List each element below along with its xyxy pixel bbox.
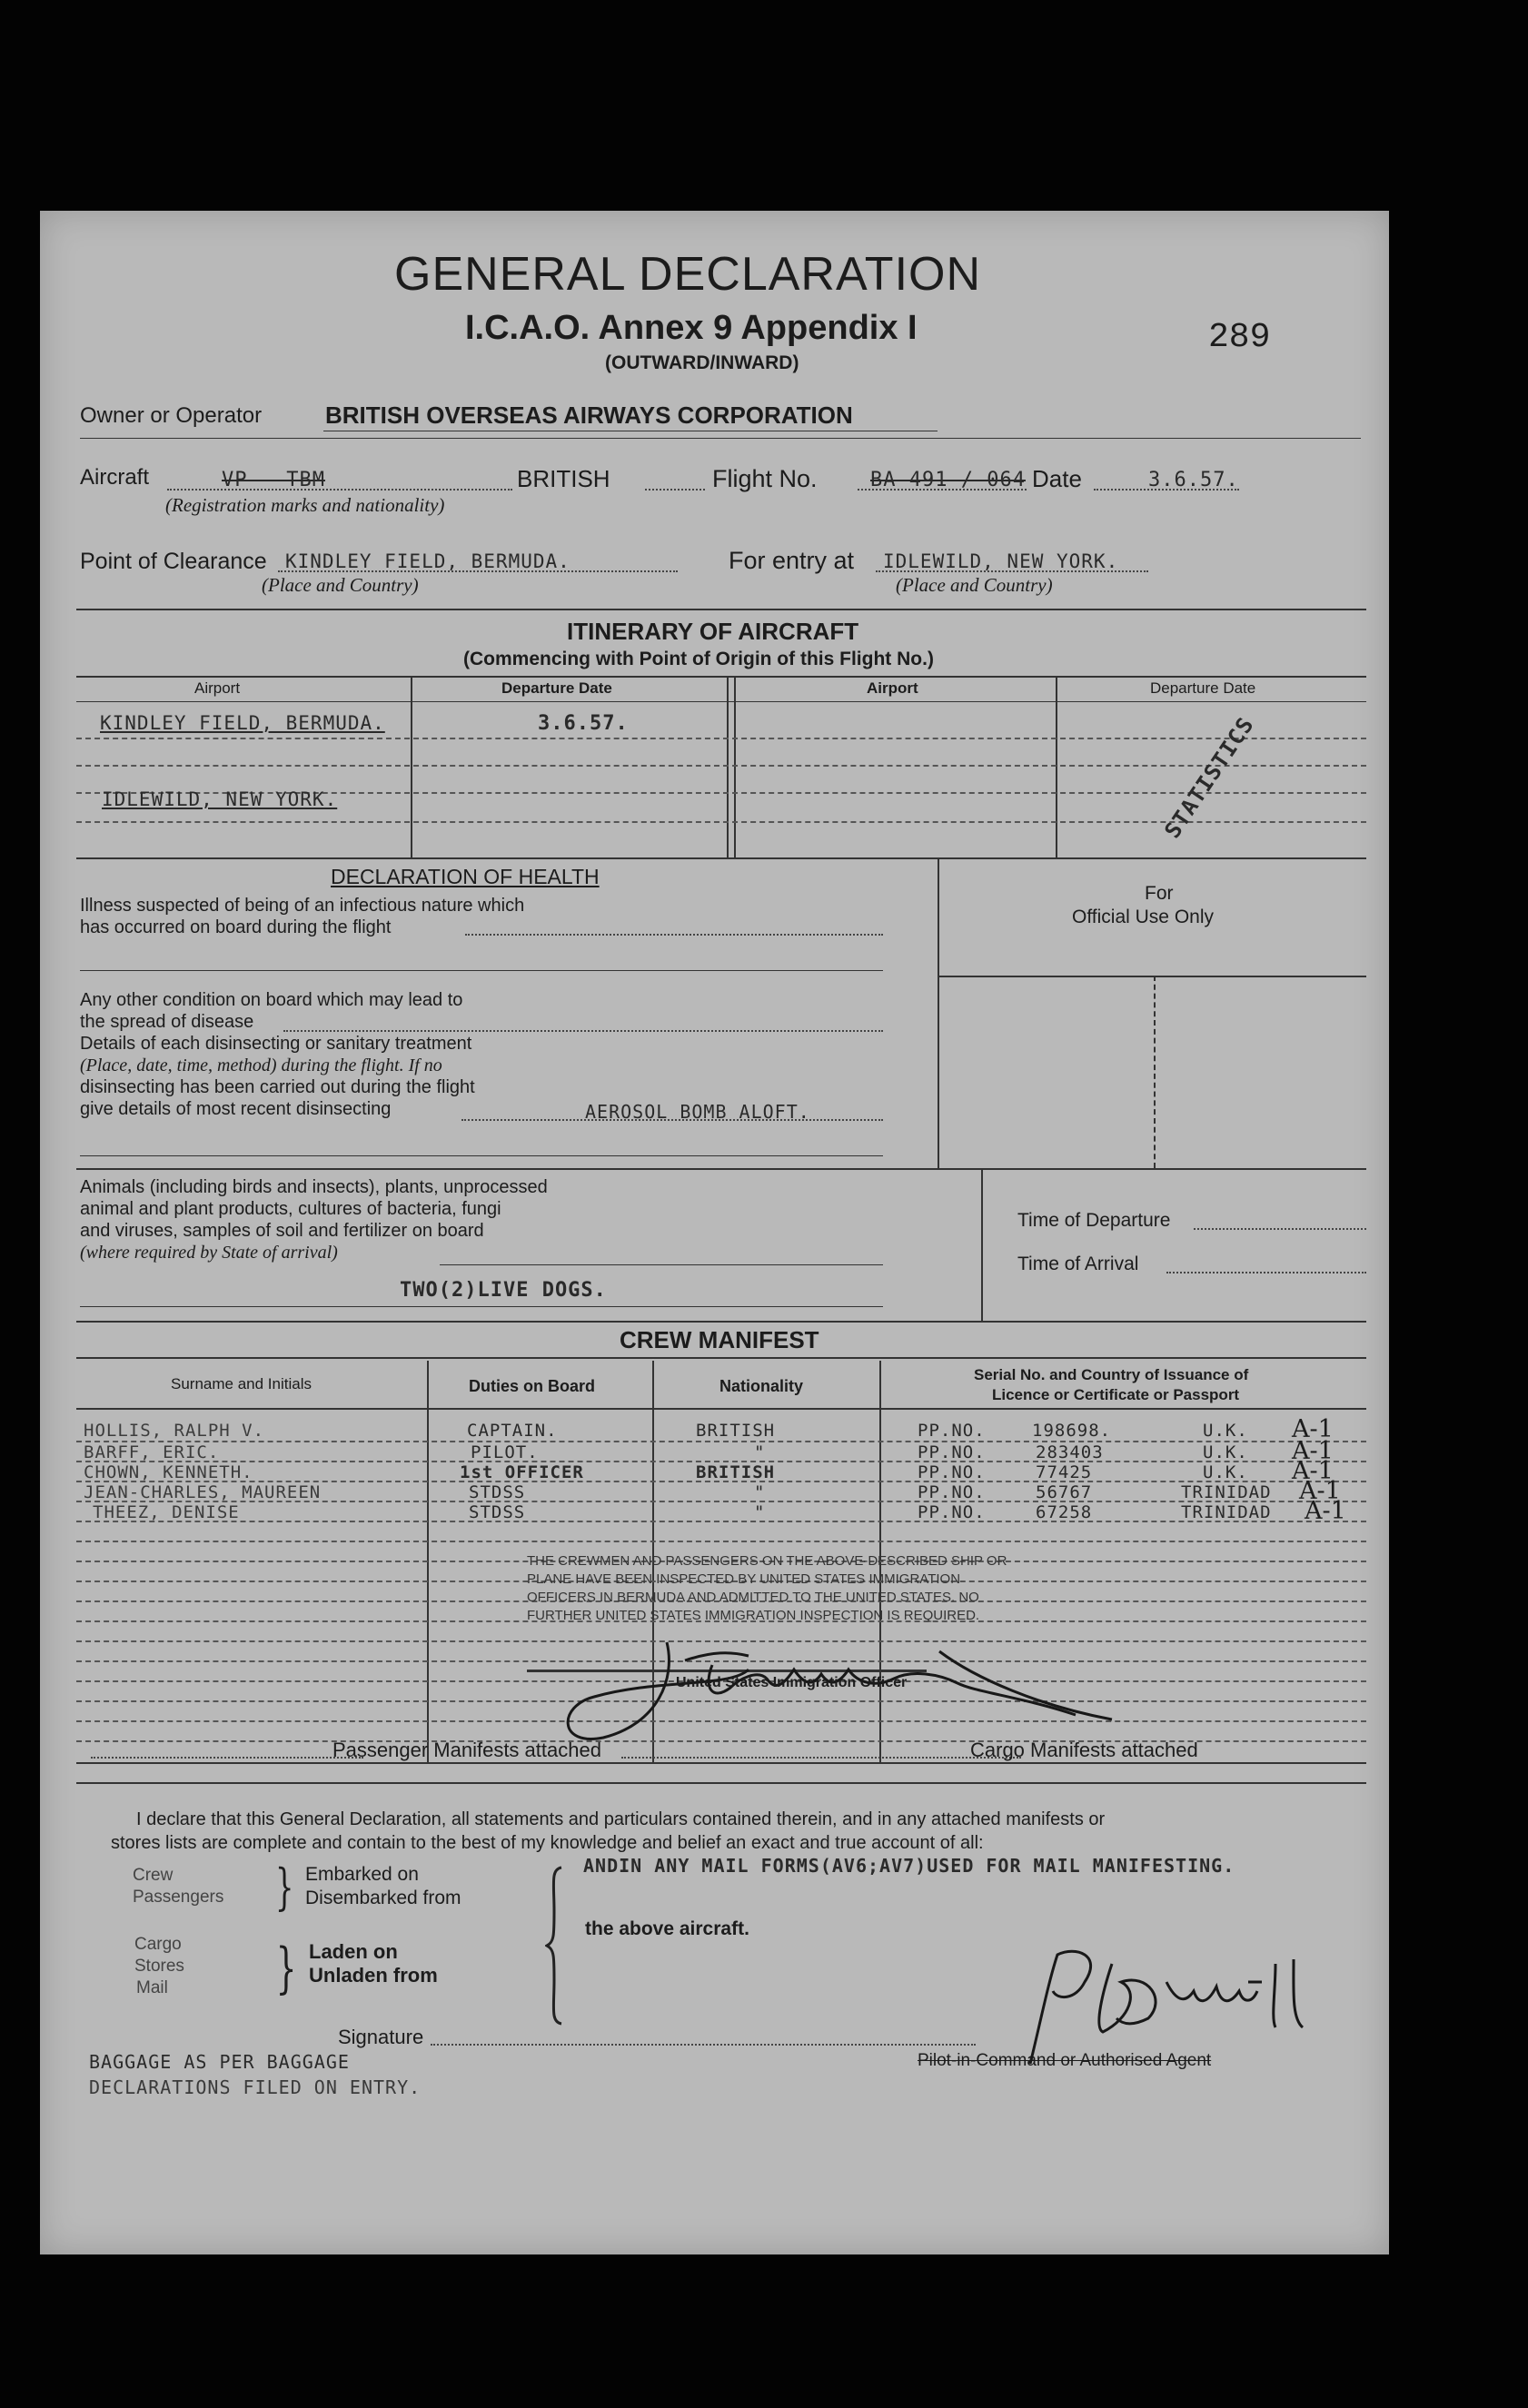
unladen-label: Unladen from bbox=[309, 1964, 438, 1987]
animals-field-2 bbox=[80, 1306, 883, 1307]
crew-serial: 77425 bbox=[1036, 1462, 1093, 1482]
crew-rule-1 bbox=[76, 1441, 1366, 1442]
immigration-stamp-3: OFFICERS IN BERMUDA AND ADMITTED TO THE UNITED STATES. NO bbox=[527, 1590, 979, 1605]
itinerary-col-2b bbox=[734, 676, 736, 857]
crew-country: U.K. bbox=[1203, 1442, 1248, 1462]
laden-label: Laden on bbox=[309, 1940, 398, 1963]
itinerary-col-1 bbox=[411, 676, 412, 857]
itinerary-header-date: Departure Date bbox=[501, 679, 612, 697]
flight-label: Flight No. bbox=[712, 465, 818, 492]
pilot-signature bbox=[1003, 1937, 1384, 2073]
itinerary-title: ITINERARY OF AIRCRAFT bbox=[567, 618, 859, 645]
declaration-form bbox=[40, 211, 1389, 2254]
disinsect-value: AEROSOL BOMB ALOFT. bbox=[585, 1101, 810, 1123]
official-col bbox=[1154, 976, 1156, 1168]
animals-field-1 bbox=[440, 1264, 883, 1265]
departure-field bbox=[1194, 1228, 1366, 1230]
embarked-label: Embarked on bbox=[305, 1864, 419, 1885]
health-divider bbox=[938, 857, 939, 1168]
itinerary-airport-2: IDLEWILD, NEW YORK. bbox=[102, 788, 338, 810]
statistics-stamp: STATISTICS bbox=[1159, 712, 1260, 843]
illness-field-2 bbox=[80, 970, 883, 971]
crew-country: TRINIDAD bbox=[1181, 1482, 1272, 1502]
crew-mark: A-1 bbox=[1292, 1437, 1334, 1465]
date-label: Date bbox=[1032, 465, 1082, 492]
itinerary-date-1: 3.6.57. bbox=[538, 712, 629, 735]
crew-duty: 1st OFFICER bbox=[460, 1462, 584, 1482]
above-aircraft: the above aircraft. bbox=[585, 1918, 749, 1939]
itinerary-row-2 bbox=[76, 765, 1366, 767]
illness-line-1: Illness suspected of being of an infectious nature which bbox=[80, 896, 525, 916]
health-title: DECLARATION OF HEALTH bbox=[331, 865, 600, 888]
crew-pp: PP.NO. bbox=[918, 1442, 986, 1462]
departure-label: Time of Departure bbox=[1017, 1210, 1171, 1231]
crew-country: U.K. bbox=[1203, 1462, 1248, 1482]
form-subtitle: I.C.A.O. Annex 9 Appendix I bbox=[465, 309, 918, 347]
official-line-2: Official Use Only bbox=[1072, 907, 1214, 927]
crew-name: THEEZ, DENISE bbox=[93, 1502, 240, 1522]
flight-line bbox=[858, 489, 1027, 491]
crew-serial: 198698. bbox=[1032, 1421, 1112, 1441]
crew-nat: BRITISH bbox=[696, 1462, 776, 1482]
crew-name: BARFF, ERIC. bbox=[84, 1442, 220, 1462]
aircraft-caption: (Registration marks and nationality) bbox=[165, 494, 445, 516]
crew-mark: A-1 bbox=[1292, 1415, 1334, 1443]
crew-serial: 283403 bbox=[1036, 1442, 1104, 1462]
other-field bbox=[283, 1030, 883, 1032]
mail-word: Mail bbox=[136, 1978, 168, 1997]
baggage-note-1: BAGGAGE AS PER BAGGAGE bbox=[89, 2051, 350, 2073]
health-bottom-rule bbox=[76, 1168, 1366, 1170]
mail-note: ANDIN ANY MAIL FORMS(AV6;AV7)USED FOR MAIL MANIFESTING. bbox=[583, 1855, 1235, 1877]
crew-rule-5 bbox=[76, 1521, 1366, 1522]
arrival-field bbox=[1166, 1272, 1366, 1273]
illness-line-2: has occurred on board during the flight bbox=[80, 917, 392, 937]
stores-word: Stores bbox=[134, 1957, 184, 1976]
illness-field bbox=[465, 934, 883, 936]
immigration-stamp-1: THE CREWMEN AND PASSENGERS ON THE ABOVE-DESCRIBED SHIP OR bbox=[527, 1553, 1007, 1569]
crew-header-name: Surname and Initials bbox=[171, 1375, 312, 1392]
signature-label: Signature bbox=[338, 2026, 424, 2048]
itinerary-col-3 bbox=[1056, 676, 1057, 857]
date-line bbox=[1094, 489, 1239, 491]
form-title: GENERAL DECLARATION bbox=[394, 248, 982, 301]
itinerary-airport-1: KINDLEY FIELD, BERMUDA. bbox=[100, 712, 385, 734]
disinsect-field bbox=[461, 1119, 883, 1121]
entry-label: For entry at bbox=[729, 547, 855, 574]
crew-nat: " bbox=[754, 1482, 766, 1502]
immigration-stamp-4: FURTHER UNITED STATES IMMIGRATION INSPECTION IS REQUIRED. bbox=[527, 1608, 980, 1623]
entry-line bbox=[876, 570, 1148, 572]
pilot-label: Pilot-in-Command or Authorised Agent bbox=[918, 2051, 1212, 2070]
health-field-final bbox=[80, 1155, 883, 1156]
declaration-text-1: I declare that this General Declaration, all statements and particulars contained therein, and in any attached manifests or bbox=[136, 1809, 1106, 1829]
crew-duty: STDSS bbox=[469, 1502, 526, 1522]
disembarked-label: Disembarked from bbox=[305, 1888, 461, 1908]
manifest-rule bbox=[76, 1782, 1366, 1784]
crew-pp: PP.NO. bbox=[918, 1421, 986, 1441]
immigration-stamp-2: PLANE HAVE BEEN INSPECTED BY UNITED STATES IMMIGRATION bbox=[527, 1571, 961, 1587]
crew-pp: PP.NO. bbox=[918, 1482, 986, 1502]
disinsect-line-4: give details of most recent disinsecting bbox=[80, 1099, 392, 1119]
animals-divider bbox=[981, 1168, 983, 1321]
animals-line-3: and viruses, samples of soil and fertilizer on board bbox=[80, 1221, 484, 1241]
owner-label: Owner or Operator bbox=[80, 403, 263, 428]
nationality-value: BRITISH bbox=[517, 465, 610, 492]
direction-label: (OUTWARD/INWARD) bbox=[605, 352, 799, 373]
itinerary-col-2 bbox=[727, 676, 729, 857]
crew-rule-6 bbox=[76, 1541, 1366, 1542]
baggage-note-2: DECLARATIONS FILED ON ENTRY. bbox=[89, 2076, 422, 2098]
official-rule bbox=[938, 976, 1366, 977]
crew-nat: BRITISH bbox=[696, 1421, 776, 1441]
crew-bottom-rule bbox=[76, 1762, 1366, 1764]
big-brace bbox=[545, 1866, 572, 2026]
clearance-line bbox=[278, 570, 678, 572]
crew-mark: A-1 bbox=[1299, 1477, 1341, 1505]
crew-pp: PP.NO. bbox=[918, 1502, 986, 1522]
official-line-1: For bbox=[1145, 883, 1174, 904]
itinerary-header-date-2: Departure Date bbox=[1150, 679, 1256, 697]
itinerary-subtitle: (Commencing with Point of Origin of this Flight No.) bbox=[463, 649, 934, 669]
crew-country: TRINIDAD bbox=[1181, 1502, 1272, 1522]
crew-country: U.K. bbox=[1203, 1421, 1248, 1441]
signature-field bbox=[431, 2044, 976, 2046]
declaration-text-2: stores lists are complete and contain to the best of my knowledge and belief an exact and true account of all: bbox=[111, 1833, 984, 1853]
owner-value: BRITISH OVERSEAS AIRWAYS CORPORATION bbox=[325, 401, 853, 429]
crew-header-serial-1: Serial No. and Country of Issuance of bbox=[974, 1366, 1249, 1383]
divider bbox=[80, 438, 1361, 439]
clearance-value: KINDLEY FIELD, BERMUDA. bbox=[285, 550, 571, 572]
crew-mark: A-1 bbox=[1292, 1457, 1334, 1485]
arrival-label: Time of Arrival bbox=[1017, 1254, 1139, 1274]
itinerary-header-airport: Airport bbox=[194, 679, 241, 697]
itinerary-header-airport-2: Airport bbox=[867, 679, 918, 697]
crew-pp: PP.NO. bbox=[918, 1462, 986, 1482]
crew-header-duty: Duties on Board bbox=[469, 1377, 596, 1395]
crew-name: CHOWN, KENNETH. bbox=[84, 1462, 253, 1482]
animals-line-2: animal and plant products, cultures of bacteria, fungi bbox=[80, 1199, 501, 1219]
crew-nat: " bbox=[754, 1502, 766, 1522]
aircraft-label: Aircraft bbox=[80, 465, 150, 490]
date-value: 3.6.57. bbox=[1148, 469, 1239, 491]
cargo-manifest-label: Cargo Manifests attached bbox=[970, 1739, 1198, 1761]
crew-header-serial-2: Licence or Certificate or Passport bbox=[992, 1386, 1240, 1403]
crew-header-nat: Nationality bbox=[719, 1377, 804, 1395]
animals-line-4: (where required by State of arrival) bbox=[80, 1243, 338, 1263]
disinsect-line-2: (Place, date, time, method) during the flight. If no bbox=[80, 1055, 442, 1075]
brace-2: } bbox=[275, 1937, 297, 2000]
cargo-manifest-field bbox=[621, 1757, 1021, 1759]
animals-bottom-rule bbox=[76, 1321, 1366, 1323]
entry-value: IDLEWILD, NEW YORK. bbox=[883, 550, 1119, 572]
flight-value: BA 491 / 064 bbox=[870, 469, 1026, 491]
crew-name: JEAN-CHARLES, MAUREEN bbox=[84, 1482, 322, 1502]
clearance-caption-left: (Place and Country) bbox=[262, 574, 419, 596]
crew-serial: 56767 bbox=[1036, 1482, 1093, 1502]
itinerary-col-rule bbox=[76, 701, 1366, 702]
itinerary-top-rule bbox=[76, 609, 1366, 610]
crew-word: Crew bbox=[133, 1866, 174, 1885]
registration-value: VP - TBM bbox=[222, 469, 325, 491]
other-line-2: the spread of disease bbox=[80, 1012, 254, 1032]
passenger-manifest-label: Passenger Manifests attached bbox=[332, 1739, 601, 1761]
passengers-word: Passengers bbox=[133, 1888, 224, 1907]
crew-duty: STDSS bbox=[469, 1482, 526, 1502]
crew-header-rule bbox=[76, 1408, 1366, 1410]
clearance-caption-right: (Place and Country) bbox=[896, 574, 1053, 596]
crew-duty: PILOT. bbox=[471, 1442, 539, 1462]
registration-line bbox=[167, 489, 512, 491]
itinerary-bottom-rule bbox=[76, 857, 1366, 859]
disinsect-line-1: Details of each disinsecting or sanitary treatment bbox=[80, 1034, 472, 1054]
crew-serial: 67258 bbox=[1036, 1502, 1093, 1522]
crew-nat: " bbox=[754, 1442, 766, 1462]
disinsect-line-3: disinsecting has been carried out during the flight bbox=[80, 1077, 475, 1097]
cargo-word: Cargo bbox=[134, 1935, 182, 1954]
officer-caption: United States Immigration Officer bbox=[676, 1675, 908, 1690]
itinerary-header-rule bbox=[76, 676, 1366, 678]
brace-1: } bbox=[274, 1858, 294, 1916]
clearance-label: Point of Clearance bbox=[80, 549, 267, 574]
crew-duty: CAPTAIN. bbox=[467, 1421, 558, 1441]
other-line-1: Any other condition on board which may lead to bbox=[80, 990, 463, 1010]
animals-value: TWO(2)LIVE DOGS. bbox=[400, 1279, 607, 1302]
animals-line-1: Animals (including birds and insects), plants, unprocessed bbox=[80, 1177, 548, 1197]
passenger-manifest-field bbox=[91, 1757, 363, 1759]
crew-title: CREW MANIFEST bbox=[620, 1326, 819, 1353]
crew-name: HOLLIS, RALPH V. bbox=[84, 1421, 265, 1441]
page-number: 289 bbox=[1208, 318, 1271, 357]
itinerary-row-1 bbox=[76, 738, 1366, 739]
crew-title-rule bbox=[76, 1357, 1366, 1359]
crew-mark: A-1 bbox=[1305, 1497, 1346, 1525]
nationality-line bbox=[645, 489, 705, 491]
